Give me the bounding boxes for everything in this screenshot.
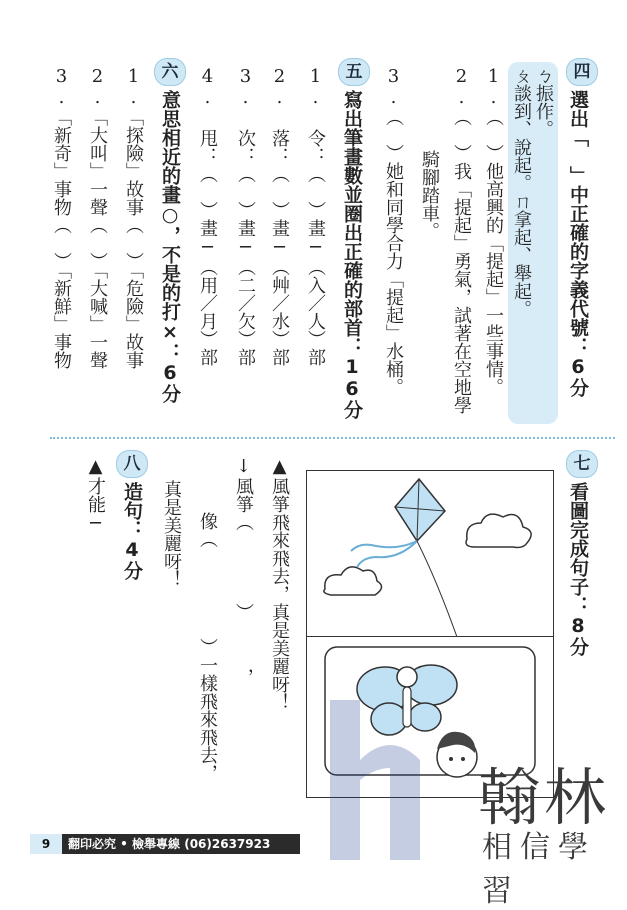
section4-option-a: ㄅ振作。 bbox=[533, 66, 554, 138]
section5-item-2: 2. 落：（ ）畫─（艸／水）部 bbox=[269, 66, 290, 366]
section4-option-b: ㄆ談到、說起。ㄇ拿起、舉起。 bbox=[511, 66, 532, 318]
section7-line-2: ↓風箏（ ） bbox=[233, 456, 254, 621]
brand-logo-mark bbox=[330, 700, 470, 860]
kite-icon bbox=[351, 479, 457, 637]
section6-item-1: 1.「探險」故事（ ）「危險」故事 bbox=[123, 66, 144, 369]
section5-item-4: 4. 甩：（ ）畫─（用／月）部 bbox=[197, 66, 218, 366]
section7-line-4: 真是美麗呀！ bbox=[161, 480, 182, 588]
brand-watermark: 翰林 bbox=[478, 761, 611, 834]
cloud-icon bbox=[466, 514, 531, 547]
section8-prompt: ▲才能─ bbox=[85, 456, 106, 534]
section8-badge: 八 bbox=[116, 450, 148, 478]
section6-item-3: 3.「新奇」事物（ ）「新鮮」事物 bbox=[51, 66, 72, 369]
section5-badge: 五 bbox=[338, 58, 370, 86]
kite-picture-panel bbox=[306, 470, 554, 638]
page-number: 9 bbox=[30, 834, 62, 854]
section4-title: 選出「 」中正確的字義代號：6分 bbox=[567, 90, 589, 397]
section7-line-3: 像（ ）一樣飛來飛去， bbox=[197, 512, 218, 782]
section7-line-2-comma: ， bbox=[233, 668, 254, 686]
section8-title: 造句：4分 bbox=[121, 482, 143, 580]
section7-badge: 七 bbox=[566, 450, 598, 478]
section4-badge: 四 bbox=[566, 58, 598, 86]
kite-illustration bbox=[307, 471, 553, 637]
section6-item-2: 2.「大叫」一聲（ ）「大喊」一聲 bbox=[87, 66, 108, 369]
section4-question-2-cont: 騎腳踏車。 bbox=[419, 150, 440, 240]
footer-copyright: 翻印必究 • 檢舉專線 (06)2637923 bbox=[68, 837, 271, 851]
section5-item-1: 1. 令：（ ）畫─（入／人）部 bbox=[305, 66, 326, 366]
section5-item-3: 3. 次：（ ）畫─（二／欠）部 bbox=[235, 66, 256, 366]
footer-bar bbox=[30, 834, 300, 854]
section7-line-1: ▲風箏飛來飛去，真是美麗呀！ bbox=[269, 456, 290, 711]
cloud-icon bbox=[324, 567, 382, 595]
section4-question-1: 1.（ ）他高興的「提起」一些事情。 bbox=[483, 66, 504, 396]
brand-slogan: 相信學習 bbox=[482, 830, 596, 909]
section5-title: 寫出筆畫數並圈出正確的部首：16分 bbox=[341, 90, 363, 419]
section6-title: 意思相近的畫○，不是的打×：6分 bbox=[159, 90, 181, 403]
section6-badge: 六 bbox=[154, 58, 186, 86]
section7-title: 看圖完成句子：8分 bbox=[567, 482, 589, 656]
section4-question-3: 3.（ ）她和同學合力「提起」水桶。 bbox=[383, 66, 404, 396]
section-divider bbox=[50, 437, 615, 439]
section4-question-2: 2.（ ）我「提起」勇氣，試著在空地學 bbox=[451, 66, 472, 414]
